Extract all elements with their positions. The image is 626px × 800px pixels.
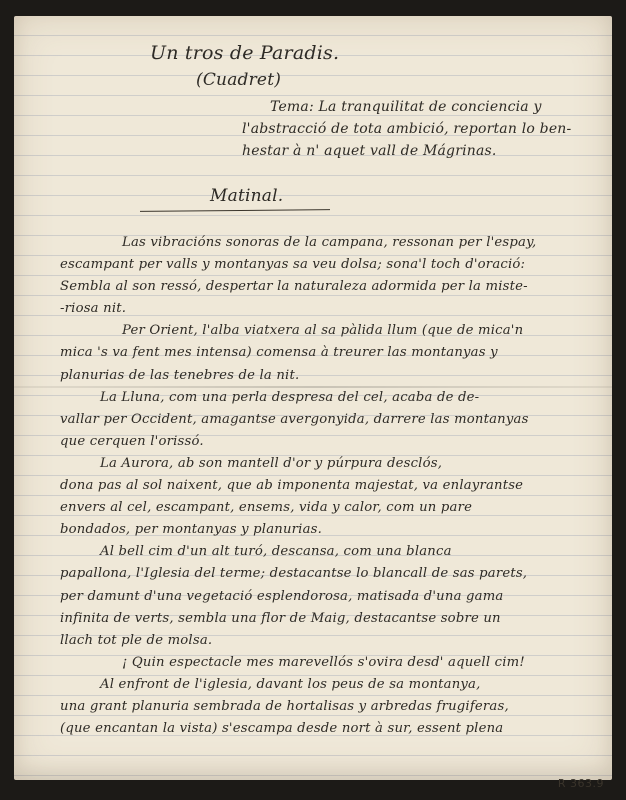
body-line: mica 's va fent mes intensa) comensa à treurer las montanyas y bbox=[60, 345, 498, 361]
manuscript-body bbox=[60, 232, 536, 740]
theme-epigraph bbox=[242, 96, 572, 162]
manuscript-subtitle: (Cuadret) bbox=[196, 70, 282, 90]
body-line: bondados, per montanyas y planurias. bbox=[60, 522, 323, 538]
body-line: dona pas al sol naixent, que ab imponenta majestat, va enlayrantse bbox=[60, 478, 524, 494]
body-line: Sembla al son ressó, despertar la naturaleza adormida per la miste- bbox=[60, 279, 528, 295]
body-line: per damunt d'una vegetació esplendorosa, matisada d'una gama bbox=[60, 588, 504, 604]
body-line: ¡ Quin espectacle mes marevellós s'ovira desd' aquell cim! bbox=[122, 654, 525, 670]
theme-line: hestar à n' aquet vall de Mágrinas. bbox=[242, 143, 497, 159]
manuscript-title: Un tros de Paradis. bbox=[150, 42, 340, 64]
theme-line: Tema: La tranquilitat de conciencia y bbox=[270, 99, 542, 115]
body-line: -riosa nit. bbox=[60, 301, 127, 317]
body-line: La Aurora, ab son mantell d'or y púrpura desclós, bbox=[100, 455, 443, 471]
body-line: vallar per Occident, amagantse avergonyida, darrere las montanyas bbox=[60, 411, 529, 427]
body-line: infinita de verts, sembla una flor de Maig, destacantse sobre un bbox=[60, 610, 501, 626]
body-line: La Lluna, com una perla despresa del cel, acaba de de- bbox=[100, 389, 480, 405]
body-line: planurias de las tenebres de la nit. bbox=[60, 367, 300, 383]
body-line: envers al cel, escampant, ensems, vida y calor, com un pare bbox=[60, 500, 473, 516]
section-heading: Matinal. bbox=[210, 186, 284, 206]
catalog-stamp: R 363.9 bbox=[557, 777, 604, 790]
body-line: Per Orient, l'alba viatxera al sa pàlida llum (que de mica'n bbox=[122, 323, 524, 339]
body-line: (que encantan la vista) s'escampa desde nort à sur, essent plena bbox=[60, 721, 504, 737]
body-line: Las vibracións sonoras de la campana, ressonan per l'espay, bbox=[122, 235, 537, 250]
body-line: que cerquen l'orissó. bbox=[60, 433, 204, 449]
body-line: Al enfront de l'iglesia, davant los peus de sa montanya, bbox=[100, 676, 481, 692]
body-line: llach tot ple de molsa. bbox=[60, 632, 213, 648]
theme-line: l'abstracció de tota ambició, reportan lo ben- bbox=[242, 121, 572, 137]
body-line: papallona, l'Iglesia del terme; destacantse lo blancall de sas parets, bbox=[60, 566, 528, 582]
body-line: Al bell cim d'un alt turó, descansa, com una blanca bbox=[100, 544, 452, 560]
body-line: escampant per valls y montanyas sa veu dolsa; sona'l toch d'oració: bbox=[60, 257, 526, 273]
body-line: una grant planuria sembrada de hortalisas y arbredas frugiferas, bbox=[60, 698, 509, 714]
